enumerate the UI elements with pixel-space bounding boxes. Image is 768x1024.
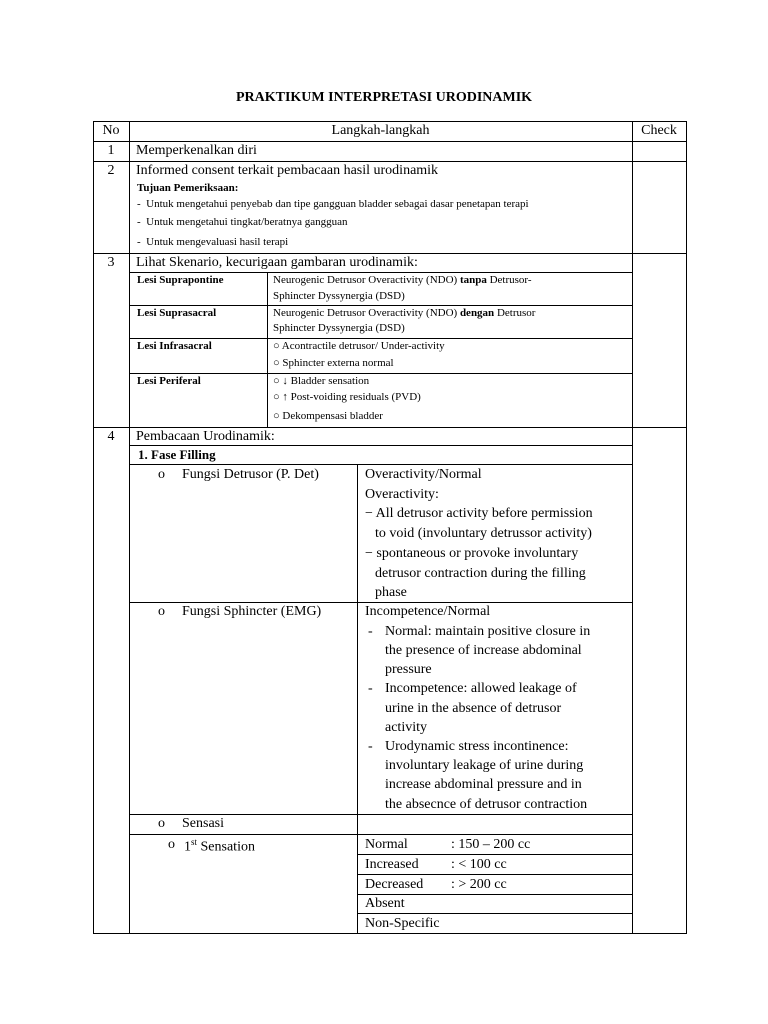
- lesion-desc: Neurogenic Detrusor Overactivity (NDO) tanpa Detrusor-: [273, 274, 532, 286]
- sphincter-label: Fungsi Sphincter (EMG): [182, 604, 322, 619]
- lesion-item: ○ ↓ Bladder sensation: [273, 375, 370, 387]
- detail-line: the presence of increase abdominal: [385, 643, 582, 658]
- subtitle: Tujuan Pemeriksaan:: [137, 182, 239, 194]
- dash: -: [368, 739, 373, 754]
- sensation-name: Absent: [365, 896, 405, 911]
- detail-line: Incompetence/Normal: [365, 604, 491, 619]
- lesion-item: ○ Sphincter externa normal: [273, 357, 394, 369]
- bullet: o: [168, 837, 175, 852]
- detail-line: increase abdominal pressure and in: [385, 777, 582, 792]
- step-text: Lihat Skenario, kecurigaan gambaran urodinamik:: [136, 255, 418, 270]
- detail-line: Normal: maintain positive closure in: [385, 624, 591, 639]
- lesion-item: ○ ↑ Post-voiding residuals (PVD): [273, 391, 421, 403]
- step-text: Pembacaan Urodinamik:: [136, 429, 275, 444]
- page-title: PRAKTIKUM INTERPRETASI URODINAMIK: [235, 90, 533, 105]
- detail-line: urine in the absence of detrusor: [385, 701, 562, 716]
- detail-line: phase: [375, 585, 407, 600]
- row-number: 1: [107, 143, 115, 158]
- dash: -: [368, 681, 373, 696]
- sensation-value: : < 100 cc: [451, 857, 507, 872]
- detail-line: involuntary leakage of urine during: [385, 758, 584, 773]
- sensation-value: : 150 – 200 cc: [451, 837, 531, 852]
- detail-line: Urodynamic stress incontinence:: [385, 739, 569, 754]
- detail-line: Overactivity:: [365, 487, 439, 502]
- lesion-label: Lesi Suprapontine: [137, 274, 224, 286]
- row-number: 2: [107, 163, 115, 178]
- detail-line: Incompetence: allowed leakage of: [385, 681, 577, 696]
- sensation-name: Decreased: [365, 877, 424, 892]
- detail-line: activity: [385, 720, 427, 735]
- detail-line: pressure: [385, 662, 432, 677]
- step-text: Memperkenalkan diri: [136, 143, 257, 158]
- header-no: No: [102, 123, 120, 138]
- lesion-label: Lesi Periferal: [137, 375, 201, 387]
- lesion-label: Lesi Infrasacral: [137, 340, 212, 352]
- detail-line: − All detrusor activity before permission: [365, 506, 593, 521]
- detail-line: Overactivity/Normal: [365, 467, 482, 482]
- row-number: 3: [107, 255, 115, 270]
- sensasi-label: Sensasi: [182, 816, 224, 831]
- row-number: 4: [107, 429, 115, 444]
- first-sensation-label: 1st Sensation: [184, 837, 255, 855]
- lesion-item: ○ Dekompensasi bladder: [273, 410, 383, 422]
- phase-heading: 1. Fase Filling: [138, 447, 216, 462]
- detrusor-label: Fungsi Detrusor (P. Det): [182, 467, 319, 482]
- header-check: Check: [641, 123, 677, 138]
- lesion-label: Lesi Suprasacral: [137, 307, 217, 319]
- list-item: - Untuk mengetahui penyebab dan tipe gangguan bladder sebagai dasar penetapan terapi: [137, 198, 529, 210]
- sensation-name: Increased: [365, 857, 419, 872]
- lesion-desc: Sphincter Dyssynergia (DSD): [273, 322, 405, 334]
- detail-line: detrusor contraction during the filling: [375, 566, 586, 581]
- lesion-desc: Sphincter Dyssynergia (DSD): [273, 290, 405, 302]
- step-text: Informed consent terkait pembacaan hasil urodinamik: [136, 163, 439, 178]
- detail-line: to void (involuntary detrussor activity): [375, 526, 592, 541]
- detail-line: − spontaneous or provoke involuntary: [365, 546, 579, 561]
- detail-line: the absecnce of detrusor contraction: [385, 797, 588, 812]
- list-item: - Untuk mengevaluasi hasil terapi: [137, 236, 289, 248]
- header-steps: Langkah-langkah: [331, 123, 430, 138]
- sensation-value: : > 200 cc: [451, 877, 507, 892]
- bullet: o: [158, 467, 165, 482]
- lesion-item: ○ Acontractile detrusor/ Under-activity: [273, 340, 445, 352]
- sensation-name: Normal: [365, 837, 408, 852]
- list-item: - Untuk mengetahui tingkat/beratnya gangguan: [137, 216, 348, 228]
- bullet: o: [158, 604, 165, 619]
- lesion-desc: Neurogenic Detrusor Overactivity (NDO) dengan Detrusor: [273, 307, 536, 319]
- sensation-name: Non-Specific: [365, 916, 440, 931]
- bullet: o: [158, 816, 165, 831]
- dash: -: [368, 624, 373, 639]
